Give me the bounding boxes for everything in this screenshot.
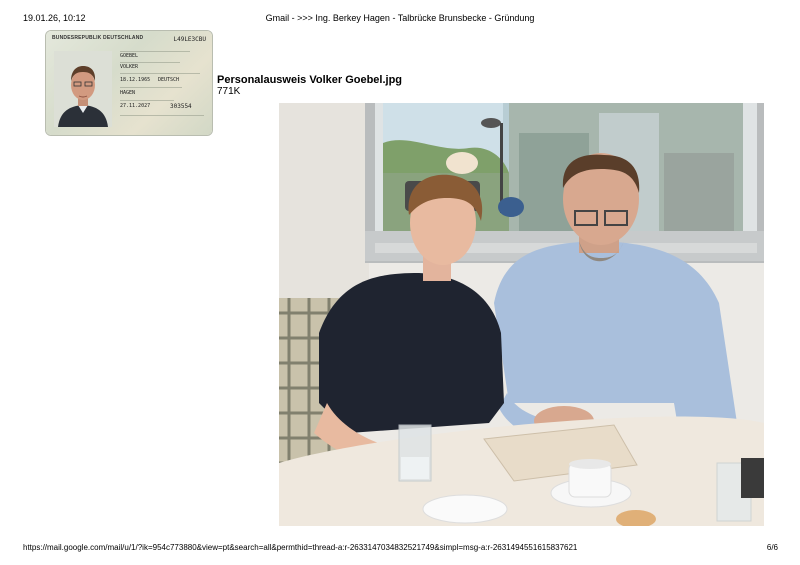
attachment-size: 771K [217, 86, 241, 97]
id-card-portrait [54, 51, 112, 127]
id-card-given-name: VOLKER [120, 64, 139, 70]
print-footer-url: https://mail.google.com/mail/u/1/?ik=954c773880&view=pt&search=all&permthid=thread-a:r-2633147034832521749&simpl=msg-a:r-2631494551615837621 [23, 543, 578, 552]
id-card-surname: GOEBEL [120, 53, 139, 59]
print-header-datetime: 19.01.26, 10:12 [23, 13, 86, 23]
id-card-thumbnail[interactable] [46, 31, 212, 135]
id-card-birth-date: 18.12.1965 [120, 77, 151, 83]
print-footer-page-number: 6/6 [766, 543, 778, 552]
print-header-title: Gmail - >>> Ing. Berkey Hagen - Talbrücke Brunsbecke - Gründung [265, 13, 535, 23]
attached-photo[interactable] [279, 103, 764, 526]
id-card-expiry: 27.11.2027 [120, 103, 151, 109]
id-card-header: BUNDESREPUBLIK DEUTSCHLAND [52, 35, 144, 41]
id-card-number: L49LE3CBU [173, 36, 206, 43]
id-card-can: 303554 [170, 103, 192, 110]
id-card-birthplace: HAGEN [120, 90, 136, 96]
id-card-nationality: DEUTSCH [158, 77, 180, 83]
attachment-filename[interactable]: Personalausweis Volker Goebel.jpg [217, 74, 403, 86]
